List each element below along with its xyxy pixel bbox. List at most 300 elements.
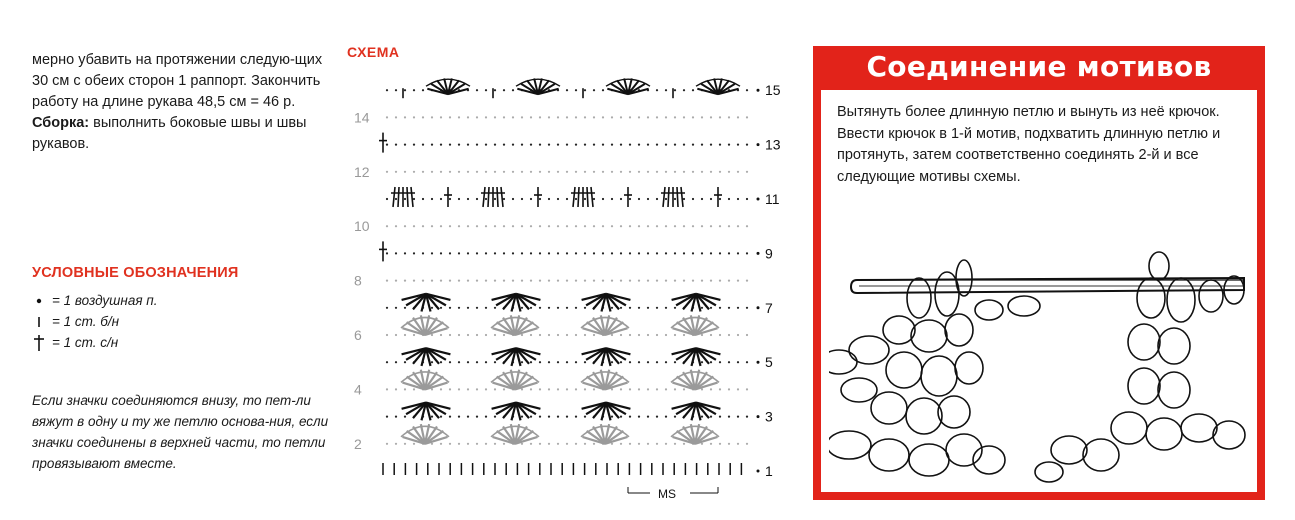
chain-dot-mark	[665, 89, 667, 91]
chain-dot-mark	[674, 443, 676, 445]
chain-dot-mark	[593, 116, 595, 118]
chain-dot-mark	[494, 334, 496, 336]
chain-dot-mark	[476, 334, 478, 336]
chain-dot-mark	[557, 334, 559, 336]
row-number-right: 15	[765, 82, 781, 99]
chain-dot-mark	[476, 225, 478, 227]
chain-dot-mark	[431, 116, 433, 118]
chain-dot-mark	[413, 89, 415, 91]
chain-dot-mark	[683, 198, 685, 200]
fan-arc-mark	[401, 426, 449, 437]
chain-dot-mark	[683, 388, 685, 390]
chain-dot-mark	[566, 171, 568, 173]
chain-dot-mark	[737, 361, 739, 363]
chain-dot-mark	[557, 198, 559, 200]
chain-dot-mark	[566, 116, 568, 118]
chain-dot-mark	[422, 89, 424, 91]
left-column	[32, 50, 332, 155]
chain-dot-mark	[395, 89, 397, 91]
chain-dot-mark	[638, 280, 640, 282]
chain-dot-mark	[575, 334, 577, 336]
dc-cluster-mark	[497, 187, 498, 207]
chain-dot-mark	[737, 416, 739, 418]
chain-dot-mark	[458, 252, 460, 254]
chain-dot-mark	[602, 225, 604, 227]
dc-cluster-mark	[591, 187, 593, 207]
chain-dot-mark	[683, 280, 685, 282]
chain-dot-mark	[458, 388, 460, 390]
chain-dot-mark	[566, 89, 568, 91]
dc-cluster-mark	[677, 187, 678, 207]
chain-dot-mark	[422, 144, 424, 146]
chain-dot-mark	[458, 334, 460, 336]
chain-dot-mark	[404, 144, 406, 146]
dc-cluster-mark	[398, 187, 399, 207]
chain-dot-mark	[611, 116, 613, 118]
chain-dot-mark	[584, 388, 586, 390]
chain-dot-mark	[539, 144, 541, 146]
chain-dot-mark	[665, 252, 667, 254]
chain-dot-mark	[467, 443, 469, 445]
chain-dot-mark	[404, 225, 406, 227]
chain-dot-mark	[584, 416, 586, 418]
chain-dot-mark	[557, 252, 559, 254]
chain-dot-mark	[557, 361, 559, 363]
row-end-dot	[757, 415, 760, 418]
chain-dot-mark	[602, 280, 604, 282]
legend	[32, 290, 157, 353]
chain-dot-mark	[584, 334, 586, 336]
chain-dot-mark	[647, 443, 649, 445]
chain-dot-mark	[440, 171, 442, 173]
chain-dot-mark	[548, 116, 550, 118]
chain-dot-mark	[746, 334, 748, 336]
chain-dot-mark	[422, 280, 424, 282]
chain-dot-mark	[557, 443, 559, 445]
chain-dot-mark	[458, 307, 460, 309]
chain-dot-mark	[476, 144, 478, 146]
chain-dot-mark	[665, 334, 667, 336]
chain-dot-mark	[692, 89, 694, 91]
chain-dot-mark	[719, 225, 721, 227]
chain-dot-mark	[629, 225, 631, 227]
chain-dot-mark	[440, 280, 442, 282]
chain-dot-mark	[512, 252, 514, 254]
chain-dot-mark	[719, 198, 721, 200]
chain-dot-mark	[665, 116, 667, 118]
chain-dot-mark	[593, 280, 595, 282]
chain-dot-mark	[485, 443, 487, 445]
chain-dot-mark	[665, 280, 667, 282]
paragraph-1: мерно убавить на протяжении следую-щих 30 см с обеих сторон 1 раппорт. Закончить работу на длине рукава 48,5 см = 46 р.	[32, 52, 323, 110]
chain-dot-mark	[746, 361, 748, 363]
chain-dot-mark	[674, 252, 676, 254]
chain-dot-mark	[719, 443, 721, 445]
chain-dot-mark	[503, 116, 505, 118]
chain-dot-mark	[575, 198, 577, 200]
chain-dot-mark	[701, 171, 703, 173]
chain-dot-mark	[449, 416, 451, 418]
chain-dot-mark	[620, 416, 622, 418]
chain-dot-mark	[395, 361, 397, 363]
chain-dot-mark	[413, 252, 415, 254]
chain-dot-mark	[584, 307, 586, 309]
chain-dot-mark	[458, 416, 460, 418]
chain-dot-mark	[476, 361, 478, 363]
chain-dot-mark	[467, 171, 469, 173]
chain-dot-mark	[665, 361, 667, 363]
chain-dot-mark	[620, 307, 622, 309]
chain-dot-mark	[440, 416, 442, 418]
chain-dot-mark	[629, 416, 631, 418]
chain-dot-mark	[737, 443, 739, 445]
chain-dot-mark	[584, 361, 586, 363]
chain-dot-mark	[395, 116, 397, 118]
chain-dot-mark	[386, 443, 388, 445]
chain-dot-mark	[548, 144, 550, 146]
chain-dot-mark	[674, 225, 676, 227]
chain-dot-mark	[710, 198, 712, 200]
chain-dot-mark	[674, 116, 676, 118]
chain-dot-mark	[476, 280, 478, 282]
chain-dot-mark	[386, 116, 388, 118]
chain-dot-mark	[683, 89, 685, 91]
chain-dot-mark	[449, 388, 451, 390]
chain-dot-mark	[656, 416, 658, 418]
chain-dot-mark	[710, 280, 712, 282]
chain-dot-mark	[494, 171, 496, 173]
chain-dot-mark	[440, 443, 442, 445]
chain-dot-mark	[503, 89, 505, 91]
chain-dot-mark	[620, 334, 622, 336]
chain-dot-mark	[467, 198, 469, 200]
chain-dot-mark	[647, 144, 649, 146]
dc-cluster-mark	[578, 187, 579, 207]
chain-dot-mark	[521, 361, 523, 363]
chain-dot-mark	[449, 443, 451, 445]
dc-cluster-mark	[483, 187, 485, 207]
chain-dot-mark	[503, 144, 505, 146]
chain-dot-mark	[647, 361, 649, 363]
chain-dot-mark	[386, 388, 388, 390]
chain-dot-mark	[665, 443, 667, 445]
chain-dot-mark	[386, 144, 388, 146]
chain-dot-mark	[530, 116, 532, 118]
chain-dot-mark	[665, 144, 667, 146]
chain-dot-mark	[719, 252, 721, 254]
chain-dot-mark	[674, 89, 676, 91]
chain-dot-mark	[620, 171, 622, 173]
chain-dot-mark	[395, 388, 397, 390]
chain-dot-mark	[467, 225, 469, 227]
chain-dot-mark	[494, 280, 496, 282]
chain-dot-mark	[692, 144, 694, 146]
chain-dot-mark	[530, 252, 532, 254]
motif-joining-title: Соединение мотивов	[866, 50, 1212, 83]
chain-dot-mark	[422, 252, 424, 254]
chain-dot-mark	[719, 171, 721, 173]
chain-dot-mark	[539, 252, 541, 254]
chain-dot-mark	[728, 334, 730, 336]
chain-dot-mark	[539, 116, 541, 118]
chain-dot-mark	[602, 198, 604, 200]
chain-dot-mark	[638, 388, 640, 390]
chain-dot-mark	[413, 144, 415, 146]
chain-dot-mark	[494, 307, 496, 309]
chain-dot-mark	[710, 144, 712, 146]
chain-dot-mark	[440, 334, 442, 336]
chain-dot-mark	[710, 307, 712, 309]
chain-dot-mark	[467, 252, 469, 254]
chain-dot-mark	[701, 416, 703, 418]
chain-dot-mark	[476, 116, 478, 118]
chain-dot-mark	[404, 388, 406, 390]
chain-dot-mark	[458, 171, 460, 173]
chain-dot-mark	[566, 144, 568, 146]
chain-dot-mark	[467, 416, 469, 418]
dc-cluster-mark	[407, 187, 408, 207]
repeat-label: MS	[658, 487, 676, 501]
chain-dot-mark	[728, 361, 730, 363]
chain-dot-mark	[593, 252, 595, 254]
chain-dot-mark	[629, 307, 631, 309]
chain-dot-mark	[746, 443, 748, 445]
chain-dot-mark	[674, 307, 676, 309]
chain-dot-mark	[539, 334, 541, 336]
chain-dot-mark	[692, 116, 694, 118]
chain-dot-mark	[566, 443, 568, 445]
legend-text-chain: = 1 воздушная п.	[52, 293, 158, 308]
chain-dot-mark	[485, 280, 487, 282]
chain-dot-mark	[656, 144, 658, 146]
chain-dot-mark	[728, 144, 730, 146]
chain-dot-mark	[476, 89, 478, 91]
chain-dot-mark	[548, 443, 550, 445]
chain-dot-mark	[404, 198, 406, 200]
chain-dot-mark	[710, 252, 712, 254]
row-number-right: 5	[765, 354, 773, 371]
chain-dot-mark	[710, 388, 712, 390]
dc-cluster-mark	[681, 187, 683, 207]
chain-dot-mark	[674, 361, 676, 363]
chain-dot-mark	[584, 198, 586, 200]
chain-dot-mark	[674, 171, 676, 173]
row-end-dot	[757, 252, 760, 255]
row-number-left: 4	[354, 381, 362, 398]
chain-dot-mark	[449, 361, 451, 363]
chain-dot-mark	[737, 252, 739, 254]
chain-dot-mark	[521, 144, 523, 146]
chain-dot-mark	[404, 171, 406, 173]
chain-dot-mark	[512, 171, 514, 173]
chain-dot-mark	[557, 416, 559, 418]
chain-dot-mark	[440, 116, 442, 118]
chain-dot-mark	[404, 252, 406, 254]
chain-dot-mark	[404, 116, 406, 118]
chain-dot-mark	[548, 280, 550, 282]
row-end-dot	[757, 89, 760, 92]
chain-dot-mark	[701, 225, 703, 227]
chain-dot-mark	[431, 198, 433, 200]
chain-dot-mark	[584, 89, 586, 91]
chain-dot-mark	[656, 307, 658, 309]
chain-dot-mark	[566, 388, 568, 390]
chain-dot-mark	[485, 334, 487, 336]
fan-arc-mark	[581, 372, 629, 383]
legend-text-sc: = 1 ст. б/н	[52, 314, 120, 329]
chain-dot-mark	[620, 225, 622, 227]
chain-dot-mark	[557, 280, 559, 282]
chain-dot-mark	[530, 443, 532, 445]
chain-dot-mark	[602, 252, 604, 254]
legend-row-sc	[32, 311, 157, 332]
chain-dot-mark	[692, 252, 694, 254]
chain-dot-mark	[656, 198, 658, 200]
chain-dot-mark	[629, 144, 631, 146]
row-end-dot	[757, 306, 760, 309]
chain-dot-mark	[629, 443, 631, 445]
dc-cluster-mark	[573, 187, 575, 207]
assembly-label: Сборка:	[32, 115, 90, 131]
chain-dot-mark	[539, 388, 541, 390]
chain-dot-mark	[638, 307, 640, 309]
chain-dot-mark	[476, 198, 478, 200]
chain-dot-mark	[548, 334, 550, 336]
chain-dot-mark	[728, 252, 730, 254]
chain-dot-mark	[728, 280, 730, 282]
chain-dot-mark	[485, 225, 487, 227]
chain-dot-mark	[746, 89, 748, 91]
chain-dot-mark	[530, 416, 532, 418]
chain-dot-mark	[557, 307, 559, 309]
chain-dot-mark	[476, 252, 478, 254]
chain-dot-mark	[656, 89, 658, 91]
chain-dot-mark	[539, 307, 541, 309]
chain-dot-mark	[638, 198, 640, 200]
chain-dot-mark	[611, 171, 613, 173]
chain-dot-mark	[728, 388, 730, 390]
chain-dot-mark	[602, 116, 604, 118]
chain-dot-mark	[548, 307, 550, 309]
assembly-text: выполнить боковые швы и швы рукавов.	[32, 115, 307, 152]
chain-dot-mark	[629, 116, 631, 118]
chain-dot-mark	[404, 89, 406, 91]
chain-dot-mark	[746, 416, 748, 418]
dc-cluster-mark	[488, 187, 489, 207]
chain-dot-mark	[395, 280, 397, 282]
chain-dot-mark	[602, 171, 604, 173]
chain-dot-mark	[467, 307, 469, 309]
chain-dot-mark	[494, 198, 496, 200]
chain-dot-mark	[584, 280, 586, 282]
chain-dot-mark	[476, 443, 478, 445]
legend-title: УСЛОВНЫЕ ОБОЗНАЧЕНИЯ	[32, 265, 239, 281]
chain-dot-mark	[530, 334, 532, 336]
chain-dot-mark	[386, 334, 388, 336]
chain-dot-mark	[413, 198, 415, 200]
chain-dot-mark	[683, 144, 685, 146]
chain-dot-mark	[629, 361, 631, 363]
chain-dot-mark	[674, 198, 676, 200]
dc-cluster-mark	[411, 187, 413, 207]
chain-dot-mark	[440, 144, 442, 146]
chain-dot-mark	[575, 89, 577, 91]
chain-dot-mark	[719, 144, 721, 146]
chain-dot-mark	[386, 198, 388, 200]
chain-dot-mark	[620, 144, 622, 146]
chain-dot-mark	[584, 144, 586, 146]
chain-dot-mark	[467, 280, 469, 282]
chain-dot-mark	[674, 144, 676, 146]
chain-dot-mark	[548, 416, 550, 418]
fan-arc-mark	[401, 318, 449, 329]
chain-dot-mark	[710, 443, 712, 445]
chain-dot-mark	[566, 252, 568, 254]
chain-dot-mark	[494, 116, 496, 118]
chain-dot-mark	[728, 171, 730, 173]
chain-dot-mark	[422, 225, 424, 227]
chain-dot-mark	[620, 116, 622, 118]
chain-dot-mark	[557, 116, 559, 118]
chain-dot-mark	[458, 144, 460, 146]
chain-dot-mark	[431, 252, 433, 254]
chain-dot-mark	[530, 361, 532, 363]
chain-dot-mark	[521, 198, 523, 200]
chain-dot-mark	[530, 280, 532, 282]
chain-dot-mark	[665, 307, 667, 309]
row-number-left: 6	[354, 327, 362, 343]
row-end-dot	[757, 198, 760, 201]
row-number-right: 9	[765, 245, 773, 262]
chain-dot-mark	[629, 198, 631, 200]
chain-dot-mark	[593, 334, 595, 336]
chain-dot-mark	[386, 171, 388, 173]
chain-dot-mark	[413, 443, 415, 445]
chain-dot-mark	[611, 252, 613, 254]
chain-dot-mark	[386, 416, 388, 418]
chain-dot-mark	[539, 198, 541, 200]
chain-dot-mark	[539, 280, 541, 282]
fan-arc-mark	[491, 318, 539, 329]
crochet-schema	[340, 60, 800, 510]
chain-dot-mark	[449, 198, 451, 200]
chain-dot-mark	[539, 443, 541, 445]
chain-dot-mark	[521, 307, 523, 309]
chain-dot-mark	[737, 307, 739, 309]
chain-dot-mark	[638, 416, 640, 418]
chain-dot-mark	[521, 416, 523, 418]
fan-arc-mark	[491, 372, 539, 383]
chain-dot-mark	[719, 116, 721, 118]
chain-dot-mark	[548, 252, 550, 254]
chain-dot-mark	[710, 416, 712, 418]
chain-dot-mark	[575, 280, 577, 282]
chain-dot-mark	[611, 225, 613, 227]
chain-dot-mark	[485, 388, 487, 390]
chain-dot-mark	[566, 416, 568, 418]
chain-dot-mark	[539, 171, 541, 173]
chain-dot-mark	[584, 252, 586, 254]
chain-dot-mark	[575, 361, 577, 363]
chain-dot-mark	[566, 307, 568, 309]
row-number-left: 2	[354, 435, 362, 452]
chain-dot-mark	[458, 116, 460, 118]
chain-dot-mark	[737, 116, 739, 118]
chain-dot-mark	[485, 89, 487, 91]
chain-dot-mark	[656, 171, 658, 173]
chain-dot-mark	[683, 116, 685, 118]
chain-dot-mark	[611, 307, 613, 309]
